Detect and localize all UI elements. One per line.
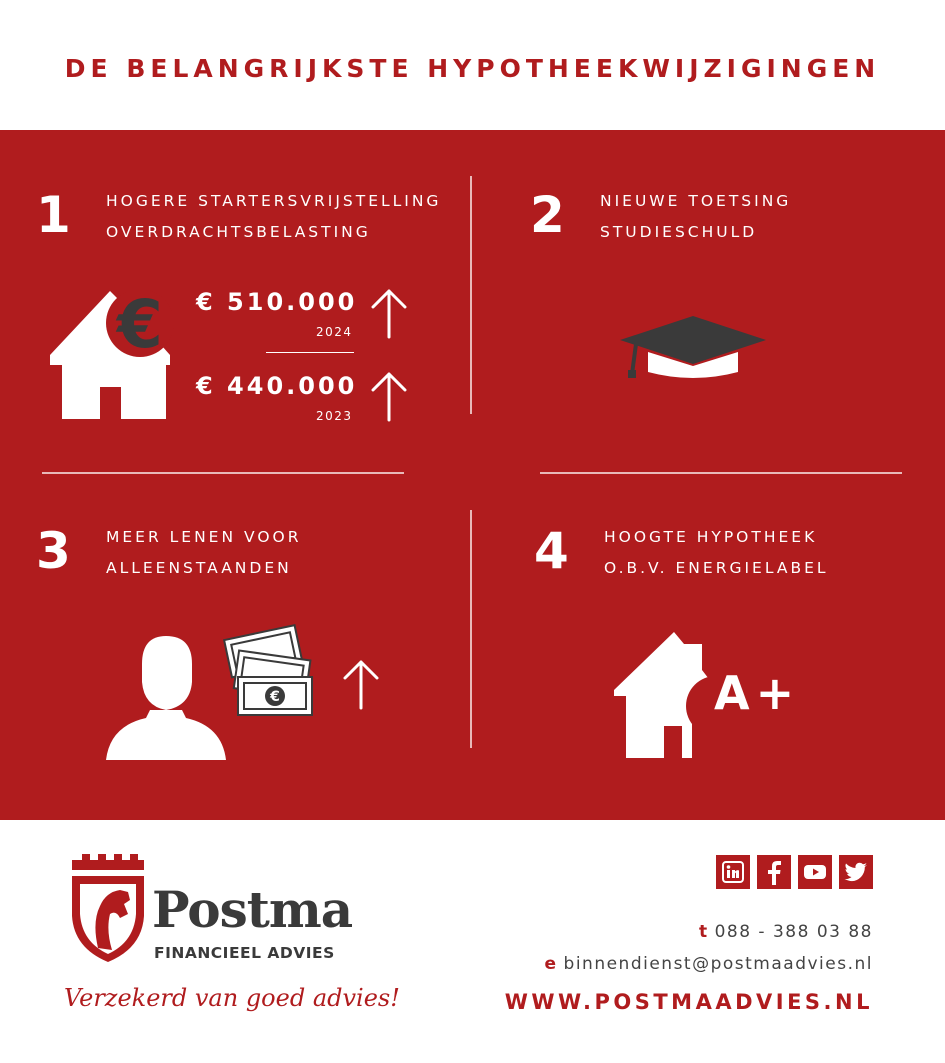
section-1-line-2: OVERDRACHTSBELASTING bbox=[106, 223, 371, 241]
year-2024: 2024 bbox=[316, 325, 353, 339]
changes-panel bbox=[0, 130, 945, 820]
arrow-up-icon bbox=[370, 287, 408, 339]
svg-text:€: € bbox=[270, 689, 280, 705]
website-link[interactable]: WWW.POSTMAADVIES.NL bbox=[504, 990, 873, 1014]
brand-name: Postma bbox=[152, 880, 353, 939]
section-4-line-1: HOOGTE HYPOTHEEK bbox=[604, 528, 818, 546]
price-2023: € 440.000 bbox=[196, 372, 358, 400]
graduation-cap-icon bbox=[618, 314, 768, 380]
brand-subtitle: FINANCIEEL ADVIES bbox=[154, 944, 335, 962]
section-3-line-2: ALLEENSTAANDEN bbox=[106, 559, 292, 577]
section-4-number: 4 bbox=[534, 522, 569, 580]
divider-vertical-bottom bbox=[470, 510, 472, 748]
arrow-up-icon bbox=[370, 370, 408, 422]
house-euro-icon bbox=[48, 285, 172, 420]
money-bills-icon bbox=[220, 625, 320, 717]
section-2-number: 2 bbox=[530, 186, 565, 244]
youtube-icon[interactable] bbox=[798, 855, 832, 889]
energy-label-text: A+ bbox=[714, 666, 801, 720]
section-1-text bbox=[106, 186, 441, 248]
section-3-text bbox=[106, 522, 302, 584]
page-title: DE BELANGRIJKSTE HYPOTHEEKWIJZIGINGEN bbox=[64, 54, 881, 83]
section-3-number: 3 bbox=[36, 522, 71, 580]
year-2023: 2023 bbox=[316, 409, 353, 423]
divider-horizontal-left bbox=[42, 472, 404, 474]
postma-logo-icon bbox=[68, 852, 148, 964]
email-prefix: e bbox=[544, 954, 558, 974]
section-3-line-1: MEER LENEN VOOR bbox=[106, 528, 302, 546]
phone-line bbox=[699, 922, 873, 942]
phone-number[interactable]: 088 - 388 03 88 bbox=[714, 922, 873, 942]
price-2024: € 510.000 bbox=[196, 288, 358, 316]
section-2-line-1: NIEUWE TOETSING bbox=[600, 192, 792, 210]
facebook-icon[interactable] bbox=[757, 855, 791, 889]
section-4-line-2: O.B.V. ENERGIELABEL bbox=[604, 559, 829, 577]
twitter-icon[interactable] bbox=[839, 855, 873, 889]
divider-horizontal-right bbox=[540, 472, 902, 474]
price-divider bbox=[266, 352, 354, 353]
svg-text:€: € bbox=[117, 286, 163, 363]
phone-prefix: t bbox=[698, 922, 709, 942]
person-icon bbox=[106, 634, 230, 760]
email-address[interactable]: binnendienst@postmaadvies.nl bbox=[563, 954, 873, 974]
section-2-line-2: STUDIESCHULD bbox=[600, 223, 758, 241]
divider-vertical-top bbox=[470, 176, 472, 414]
email-line bbox=[545, 954, 874, 974]
linkedin-icon[interactable] bbox=[716, 855, 750, 889]
section-2-text bbox=[600, 186, 791, 248]
slogan: Verzekerd van goed advies! bbox=[64, 984, 400, 1012]
arrow-up-icon bbox=[342, 658, 380, 710]
section-1-number: 1 bbox=[36, 186, 71, 244]
section-4-text bbox=[604, 522, 829, 584]
section-1-line-1: HOGERE STARTERSVRIJSTELLING bbox=[106, 192, 442, 210]
